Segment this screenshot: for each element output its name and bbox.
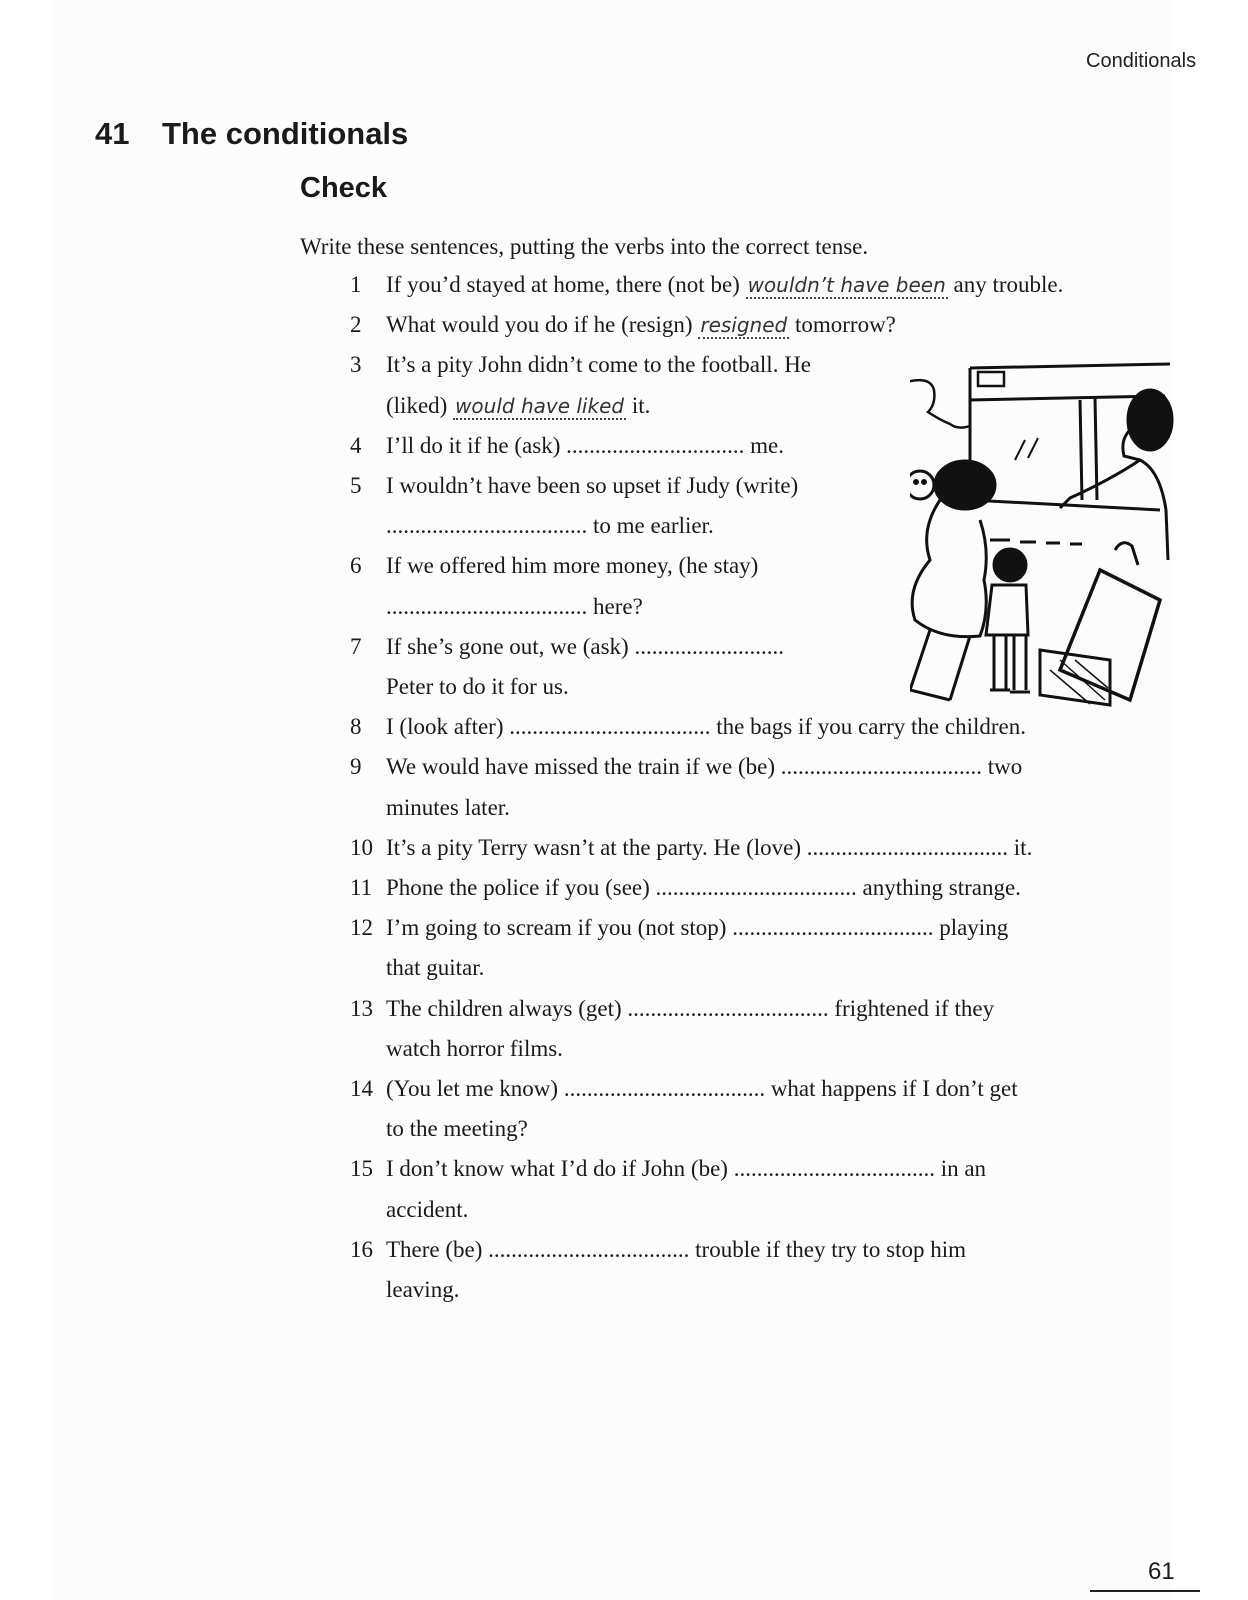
item-number: 13 xyxy=(350,995,373,1021)
item-text-before: ................................... here? xyxy=(386,593,643,619)
item-number: 12 xyxy=(350,915,373,941)
item-text xyxy=(386,954,484,982)
item-number: 4 xyxy=(350,432,362,458)
item-text-before: Peter to do it for us. xyxy=(386,674,569,699)
item-text-before: I’ll do it if he (ask) ............................... me. xyxy=(386,432,784,458)
unit-number: 41 xyxy=(95,116,130,151)
item-text-before: watch horror films. xyxy=(386,1035,563,1061)
item-text-before: It’s a pity Terry wasn’t at the party. He (love) ................................... it. xyxy=(386,834,1033,860)
item-text xyxy=(386,874,1021,902)
item-text-before: If you’d stayed at home, there (not be) xyxy=(386,272,746,297)
item-number: 16 xyxy=(350,1236,373,1262)
item-text-before: I’m going to scream if you (not stop) ................................... playing xyxy=(386,915,1009,941)
item-text-after: any trouble. xyxy=(947,272,1064,297)
item-text xyxy=(386,512,714,540)
item-number: 3 xyxy=(350,352,362,378)
item-number: 2 xyxy=(350,312,362,338)
item-text xyxy=(386,753,1022,781)
item-text xyxy=(386,1196,468,1224)
item-number: 14 xyxy=(350,1076,373,1101)
item-number: 1 xyxy=(350,272,362,297)
item-text xyxy=(386,834,1032,862)
item-text xyxy=(386,593,643,621)
item-text-before: We would have missed the train if we (be) ................................... two xyxy=(386,754,1023,780)
item-text-before: minutes later. xyxy=(386,794,510,820)
item-text-after: it. xyxy=(626,392,651,418)
item-text-before: The children always (get) ................................... frightened if they xyxy=(386,995,995,1021)
item-text xyxy=(386,1236,966,1264)
item-text xyxy=(386,1115,528,1143)
item-text-before: that guitar. xyxy=(386,955,485,981)
item-text xyxy=(386,311,896,339)
item-text xyxy=(386,914,1008,942)
item-text xyxy=(386,794,510,822)
item-text-before: to the meeting? xyxy=(386,1116,528,1142)
item-text xyxy=(386,271,1063,299)
item-text xyxy=(386,552,758,580)
item-text-before: If we offered him more money, (he stay) xyxy=(386,553,759,579)
unit-title: The conditionals xyxy=(162,116,409,151)
item-text xyxy=(386,392,650,420)
item-text-before: What would you do if he (resign) xyxy=(386,312,699,338)
item-text-before: (You let me know) ................................... what happens if I don’t get xyxy=(386,1076,1018,1101)
page-number: 61 xyxy=(1148,1558,1175,1585)
item-text-before: leaving. xyxy=(386,1277,460,1302)
item-text-before: There (be) ................................... trouble if they try to stop him xyxy=(386,1236,967,1262)
item-number: 15 xyxy=(350,1156,373,1182)
item-text xyxy=(386,1155,986,1183)
instruction: Write these sentences, putting the verbs into the correct tense. xyxy=(300,234,869,259)
item-text xyxy=(386,472,798,500)
item-text-after: tomorrow? xyxy=(789,312,896,338)
item-text-before: If she’s gone out, we (ask) .......................... xyxy=(386,633,784,659)
item-text-before: (liked) xyxy=(386,392,454,418)
item-text-before: I don’t know what I’d do if John (be) ................................... in an xyxy=(386,1156,987,1182)
item-text-before: I (look after) ................................... the bags if you carry the children. xyxy=(386,714,1026,740)
item-text xyxy=(386,995,994,1023)
handwritten-answer: wouldn’t have been xyxy=(747,273,946,297)
item-number: 9 xyxy=(350,754,362,780)
item-number: 8 xyxy=(350,714,362,740)
running-head: Conditionals xyxy=(1086,50,1197,72)
item-text xyxy=(386,351,811,379)
item-text xyxy=(386,633,784,661)
item-text-before: It’s a pity John didn’t come to the football. He xyxy=(386,352,812,378)
item-text-before: accident. xyxy=(386,1196,469,1222)
handwritten-answer: resigned xyxy=(700,313,788,338)
handwritten-answer: would have liked xyxy=(455,393,625,418)
item-text xyxy=(386,1035,563,1063)
item-number: 5 xyxy=(350,473,362,498)
item-text xyxy=(386,1075,1018,1103)
item-text xyxy=(386,1276,459,1304)
item-text-before: ................................... to me earlier. xyxy=(386,513,714,539)
illustration-train-station xyxy=(910,360,1200,720)
item-text xyxy=(386,673,569,701)
page-rule xyxy=(1090,1590,1200,1592)
item-number: 10 xyxy=(350,834,373,860)
item-text-before: I wouldn’t have been so upset if Judy (write) xyxy=(386,473,799,498)
item-number: 7 xyxy=(350,633,362,659)
item-number: 11 xyxy=(350,875,373,900)
section-title: Check xyxy=(300,172,388,204)
item-text-before: Phone the police if you (see) ................................... anything strange. xyxy=(386,875,1021,900)
item-text xyxy=(386,432,784,460)
item-number: 6 xyxy=(350,553,362,579)
